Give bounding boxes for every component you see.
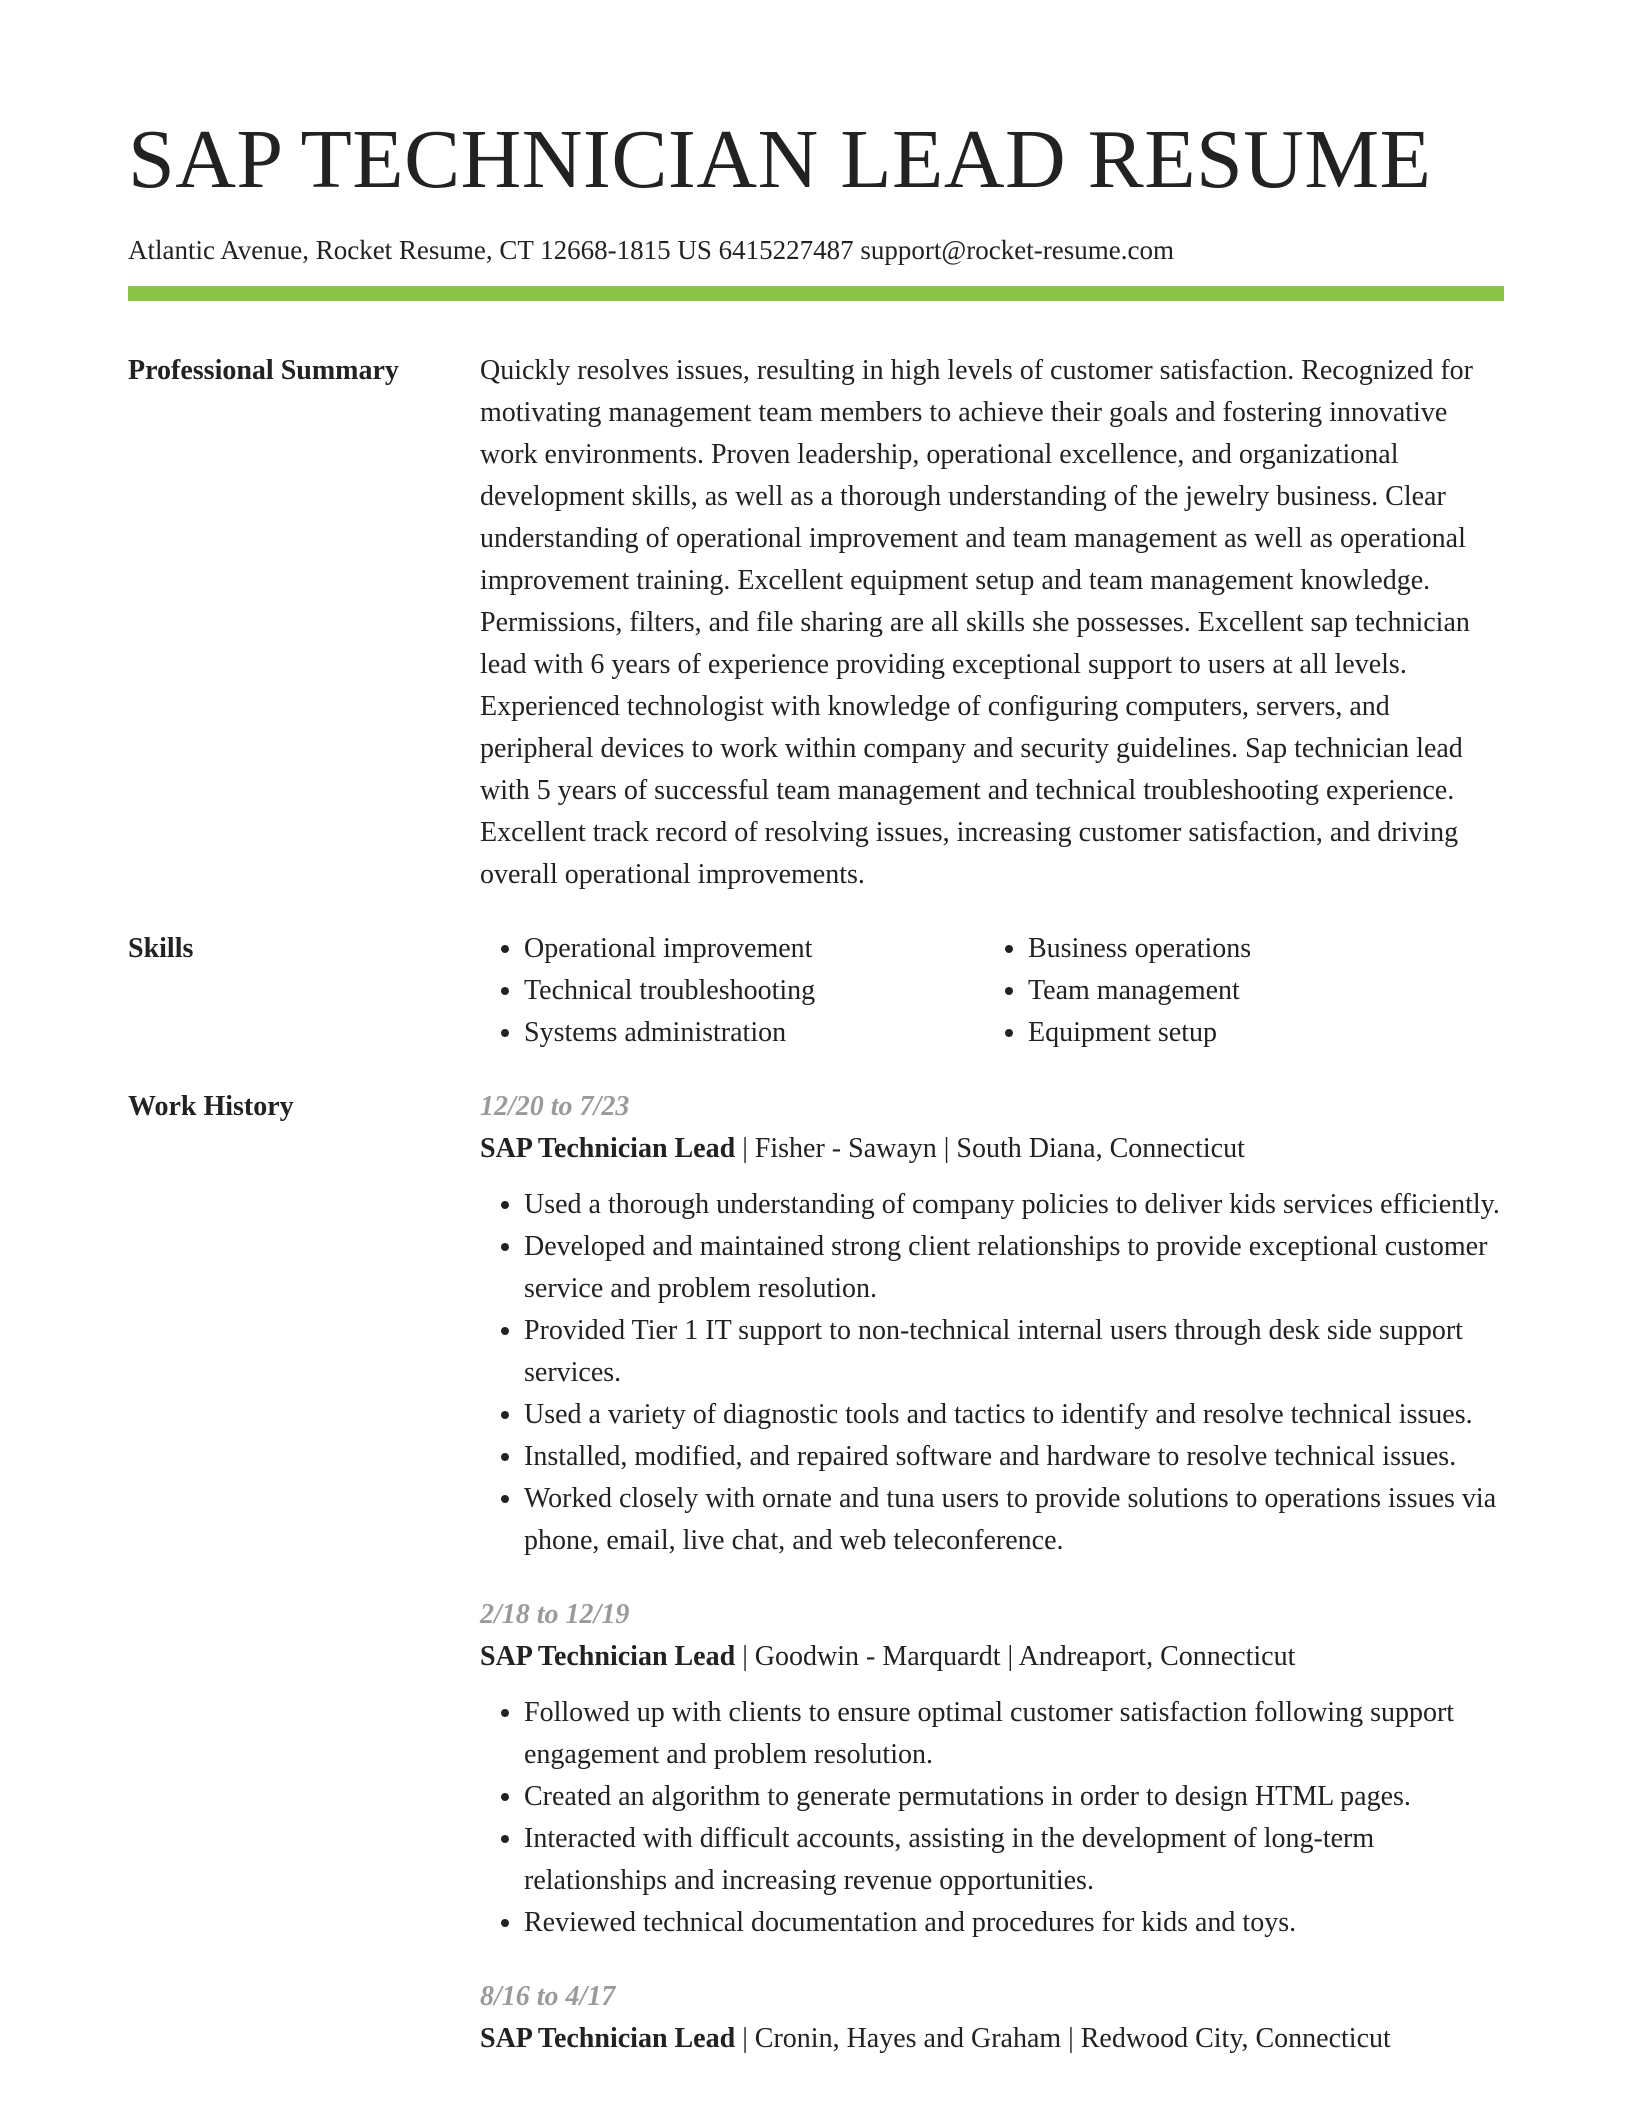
job-dates: 8/16 to 4/17: [480, 1981, 616, 2012]
summary-text: Quickly resolves issues, resulting in high levels of customer satisfaction. Recognized for motivating management team members to achieve their goals and fostering innovative work environments. Proven leadership, operational excellence, and organizational development skills, as well as a thorough understanding of the jewelry business. Clear understanding of operational improvement and team management as well as operational improvement training. Excellent equipment setup and team management knowledge. Permissions, filters, and file sharing are all skills she possesses. Excellent sap technician lead with 6 years of experience providing exceptional support to users at all levels. Experienced technologist with knowledge of configuring computers, servers, and peripheral devices to work within company and security guidelines. Sap technician lead with 5 years of successful team management and technical troubleshooting experience. Excellent track record of resolving issues, increasing customer satisfaction, and driving overall operational improvements.: [480, 355, 1474, 890]
job-bullets: [480, 1692, 1504, 1944]
accent-divider: [128, 286, 1504, 301]
work-history-label: Work History: [128, 1091, 294, 1122]
job-bullet: • Provided Tier 1 IT support to non-technical internal users through desk side support services.: [524, 1310, 1504, 1394]
job-heading: [480, 1128, 1504, 1170]
skill-item: • Technical troubleshooting: [524, 970, 984, 1012]
job-entry: [480, 1086, 1504, 1562]
job-bullet: • Installed, modified, and repaired software and hardware to resolve technical issues.: [524, 1436, 1504, 1478]
summary-section: [128, 350, 1504, 896]
skill-item: • Equipment setup: [1028, 1012, 1488, 1054]
skill-item: • Business operations: [1028, 928, 1488, 970]
work-history-section: [128, 1086, 1504, 2092]
skills-section: [128, 928, 1504, 1054]
job-title: SAP Technician Lead: [480, 1133, 736, 1164]
job-details: | Goodwin - Marquardt | Andreaport, Connecticut: [735, 1641, 1296, 1672]
job-bullet: • Worked closely with ornate and tuna users to provide solutions to operations issues via phone, email, live chat, and web teleconference.: [524, 1478, 1504, 1562]
job-bullet: • Used a thorough understanding of company policies to deliver kids services efficiently.: [524, 1184, 1504, 1226]
job-bullet: • Reviewed technical documentation and procedures for kids and toys.: [524, 1902, 1504, 1944]
job-title: SAP Technician Lead: [480, 2023, 736, 2054]
job-dates: 12/20 to 7/23: [480, 1091, 630, 1122]
skills-list-right: [984, 928, 1488, 1054]
summary-label: Professional Summary: [128, 355, 399, 386]
job-bullet: • Developed and maintained strong client relationships to provide exceptional customer service and problem resolution.: [524, 1226, 1504, 1310]
resume-sections: [128, 350, 1504, 2124]
resume-title: SAP TECHNICIAN LEAD RESUME: [128, 113, 1432, 206]
job-details: | Fisher - Sawayn | South Diana, Connecticut: [735, 1133, 1245, 1164]
job-details: | Cronin, Hayes and Graham | Redwood City, Connecticut: [735, 2023, 1391, 2054]
job-title: SAP Technician Lead: [480, 1641, 736, 1672]
job-bullets: [480, 1184, 1504, 1562]
skill-item: • Team management: [1028, 970, 1488, 1012]
skills-label: Skills: [128, 933, 194, 964]
skill-item: • Operational improvement: [524, 928, 984, 970]
job-bullet: • Created an algorithm to generate permutations in order to design HTML pages.: [524, 1776, 1504, 1818]
contact-line: Atlantic Avenue, Rocket Resume, CT 12668-1815 US 6415227487 support@rocket-resume.com: [128, 235, 1174, 265]
job-entry: [480, 1976, 1504, 2060]
job-heading: [480, 2018, 1504, 2060]
job-entry: [480, 1594, 1504, 1944]
job-heading: [480, 1636, 1504, 1678]
job-bullet: • Followed up with clients to ensure optimal customer satisfaction following support engagement and problem resolution.: [524, 1692, 1504, 1776]
skills-list-left: [480, 928, 984, 1054]
job-bullet: • Used a variety of diagnostic tools and tactics to identify and resolve technical issues.: [524, 1394, 1504, 1436]
skill-item: • Systems administration: [524, 1012, 984, 1054]
job-bullet: • Interacted with difficult accounts, assisting in the development of long-term relationships and increasing revenue opportunities.: [524, 1818, 1504, 1902]
job-dates: 2/18 to 12/19: [480, 1599, 630, 1630]
